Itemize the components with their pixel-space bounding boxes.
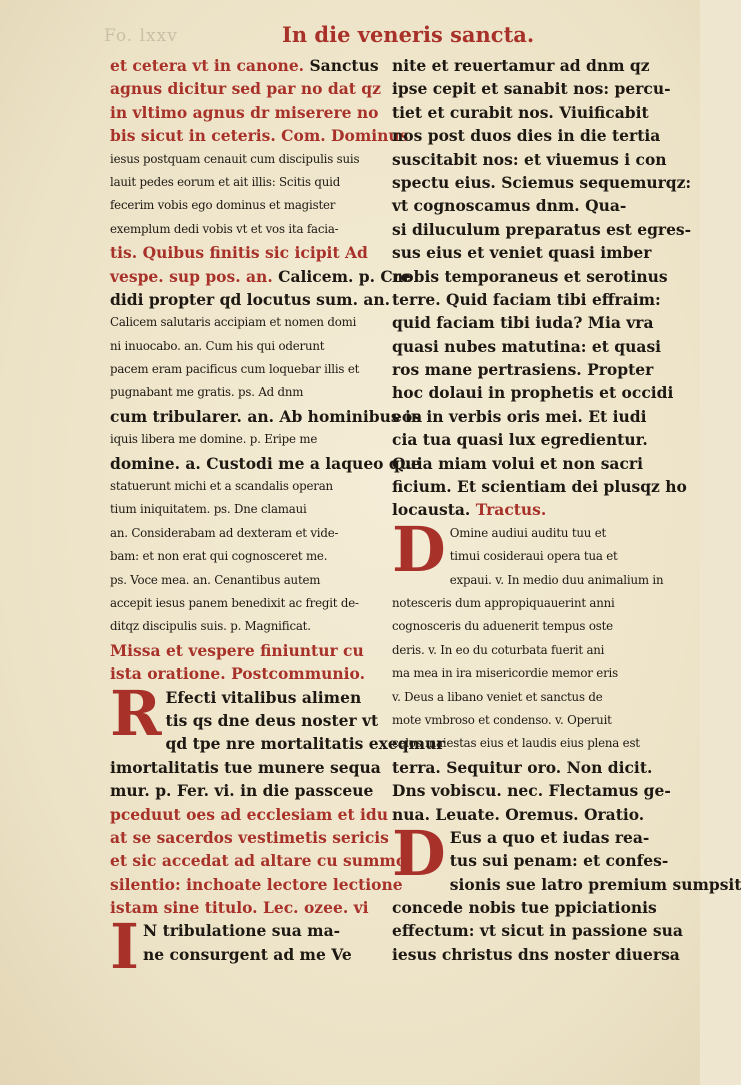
text-line: silentio: inchoate lectore lectione bbox=[110, 874, 403, 894]
text-line: iquis libera me domine. p. Eripe me bbox=[110, 432, 318, 447]
text-line: deris. v. In eo du coturbata fuerit ani bbox=[392, 642, 605, 657]
text-line: at se sacerdos vestimetis sericis bbox=[110, 827, 389, 847]
text-line: ros mane pertrasiens. Propter bbox=[392, 360, 654, 380]
text-line: tus sui penam: et confes- bbox=[449, 851, 669, 871]
drop-cap-i: I bbox=[110, 910, 140, 984]
text-line: tiet et curabit nos. Viuificabit bbox=[392, 102, 649, 122]
drop-cap-d-2: D bbox=[392, 816, 446, 890]
text-line: agnus dicitur sed par no dat qz bbox=[110, 79, 381, 99]
text-line: iesus postquam cenauit cum discipulis suis bbox=[110, 151, 360, 166]
text-line: tis qs dne deus noster vt bbox=[165, 710, 379, 730]
text-line: et sic accedat ad altare cu summo bbox=[110, 851, 407, 871]
text-line: cia tua quasi lux egredientur. bbox=[392, 430, 648, 450]
text-line: domine. a. Custodi me a laqueo que bbox=[110, 453, 421, 473]
text-line: istam sine titulo. Lec. ozee. vi bbox=[110, 898, 369, 918]
text-line: statuerunt michi et a scandalis operan bbox=[110, 479, 333, 494]
right-text-lines bbox=[392, 54, 692, 522]
text-line: qd tpe nre mortalitatis exeqmur bbox=[165, 734, 445, 754]
running-header: In die veneris sancta. bbox=[282, 22, 535, 47]
text-line: ipse cepit et sanabit nos: percu- bbox=[392, 79, 671, 99]
text-line: nobis temporaneus et serotinus bbox=[392, 266, 668, 286]
text-line: exemplum dedi vobis vt et vos ita facia- bbox=[110, 221, 339, 236]
right-initial-block-2 bbox=[392, 816, 741, 966]
text-line: Calicem salutaris accipiam et nomen domi bbox=[110, 315, 357, 330]
text-line: an. Considerabam ad dexteram et vide- bbox=[110, 525, 339, 540]
text-line: v. Deus a libano veniet et sanctus de bbox=[392, 689, 603, 704]
left-text-lines bbox=[110, 54, 423, 686]
text-line: fecerim vobis ego dominus et magister bbox=[110, 198, 336, 213]
text-line: suscitabit nos: et viuemus i con bbox=[392, 149, 667, 169]
text-line: Eus a quo et iudas rea- bbox=[449, 827, 650, 847]
text-line: ista oratione. Postcommunio. bbox=[110, 664, 366, 684]
text-line: effectum: vt sicut in passione sua bbox=[392, 921, 683, 941]
text-line: concede nobis tue ppiciationis bbox=[392, 898, 657, 918]
text-line: terre. Quid faciam tibi effraim: bbox=[392, 289, 661, 309]
text-line: nos post duos dies in die tertia bbox=[392, 126, 661, 146]
text-line: sionis sue latro premium sumpsit bbox=[449, 874, 741, 894]
text-line: pceduut oes ad ecclesiam et idu bbox=[110, 804, 389, 824]
text-line: quid faciam tibi iuda? Mia vra bbox=[392, 313, 654, 333]
text-line: mur. p. Fer. vi. in die passceue bbox=[110, 781, 374, 801]
text-line: quasi nubes matutina: et quasi bbox=[392, 336, 662, 356]
text-line: ma mea in ira misericordie memor eris bbox=[392, 666, 618, 681]
text-line: N tribulatione sua ma- bbox=[143, 921, 341, 941]
text-line: Missa et vespere finiuntur cu bbox=[110, 640, 364, 660]
text-line: et cetera vt in canone. Sanctus bbox=[110, 56, 379, 75]
text-line: spectu eius. Sciemus sequemurqz: bbox=[392, 172, 692, 192]
text-line: vespe. sup pos. an. Calicem. p. Cre bbox=[110, 266, 411, 286]
drop-cap-r: R bbox=[110, 676, 162, 750]
left-column bbox=[110, 54, 445, 984]
text-line: eos in verbis oris mei. Et iudi bbox=[392, 406, 647, 426]
text-line: hoc dolaui in prophetis et occidi bbox=[392, 383, 674, 403]
left-initial-block-2 bbox=[110, 910, 378, 984]
text-line: nite et reuertamur ad dnm qz bbox=[392, 56, 650, 75]
text-line: tium iniquitatem. ps. Dne clamaui bbox=[110, 502, 307, 517]
text-line: notesceris dum appropiquauerint anni bbox=[392, 595, 615, 610]
text-line: sus eius et veniet quasi imber bbox=[392, 243, 652, 263]
text-line: Dns vobiscu. nec. Flectamus ge- bbox=[392, 781, 671, 801]
text-line: terra. Sequitur oro. Non dicit. bbox=[392, 757, 653, 777]
left-initial-block-1 bbox=[110, 676, 445, 803]
text-line: iesus christus dns noster diuersa bbox=[392, 944, 680, 964]
text-line: didi propter qd locutus sum. an. bbox=[110, 289, 391, 309]
text-line: expaui. v. In medio duu animalium in bbox=[449, 572, 664, 587]
text-line: ditqz discipulis suis. p. Magnificat. bbox=[110, 619, 311, 634]
text-line: Efecti vitalibus alimen bbox=[165, 687, 362, 707]
text-line: cognosceris du aduenerit tempus oste bbox=[392, 619, 613, 634]
text-line: lauit pedes eorum et ait illis: Scitis quid bbox=[110, 174, 341, 189]
text-line: Omine audiui auditu tuu et bbox=[449, 525, 607, 540]
text-line: accepit iesus panem benedixit ac fregit de- bbox=[110, 595, 359, 610]
text-line: in vltimo agnus dr miserere no bbox=[110, 102, 379, 122]
text-line: vt cognoscamus dnm. Qua- bbox=[392, 196, 627, 216]
text-line: celos maiestas eius et laudis eius plena est bbox=[392, 736, 640, 751]
text-line: mote vmbroso et condenso. v. Operuit bbox=[392, 712, 612, 727]
left-rubric-lines bbox=[110, 803, 407, 920]
drop-cap-d: D bbox=[392, 512, 446, 586]
text-line: bis sicut in ceteris. Com. Dominus bbox=[110, 126, 409, 146]
text-line: ps. Voce mea. an. Cenantibus autem bbox=[110, 572, 321, 587]
text-line: cum tribularer. an. Ab hominibus in bbox=[110, 406, 423, 426]
right-initial-block-1 bbox=[392, 512, 671, 826]
text-line: timui cosideraui opera tua et bbox=[449, 549, 618, 564]
text-line: pacem eram pacificus cum loquebar illis et bbox=[110, 362, 360, 377]
text-line: ni inuocabo. an. Cum his qui oderunt bbox=[110, 338, 325, 353]
text-line: Quia miam volui et non sacri bbox=[392, 453, 643, 473]
text-line: locausta. Tractus. bbox=[392, 500, 547, 520]
text-line: imortalitatis tue munere sequa bbox=[110, 757, 381, 777]
text-line: si diluculum preparatus est egres- bbox=[392, 219, 692, 239]
text-line: nua. Leuate. Oremus. Oratio. bbox=[392, 804, 645, 824]
text-line: tis. Quibus finitis sic icipit Ad bbox=[110, 243, 368, 263]
text-line: ficium. Et scientiam dei plusqz ho bbox=[392, 477, 687, 497]
text-line: bam: et non erat qui cognosceret me. bbox=[110, 549, 328, 564]
text-line: ne consurgent ad me Ve bbox=[143, 944, 352, 964]
text-line: pugnabant me gratis. ps. Ad dnm bbox=[110, 385, 304, 400]
right-column bbox=[392, 54, 741, 966]
folio-number: Fo. lxxv bbox=[104, 26, 178, 46]
